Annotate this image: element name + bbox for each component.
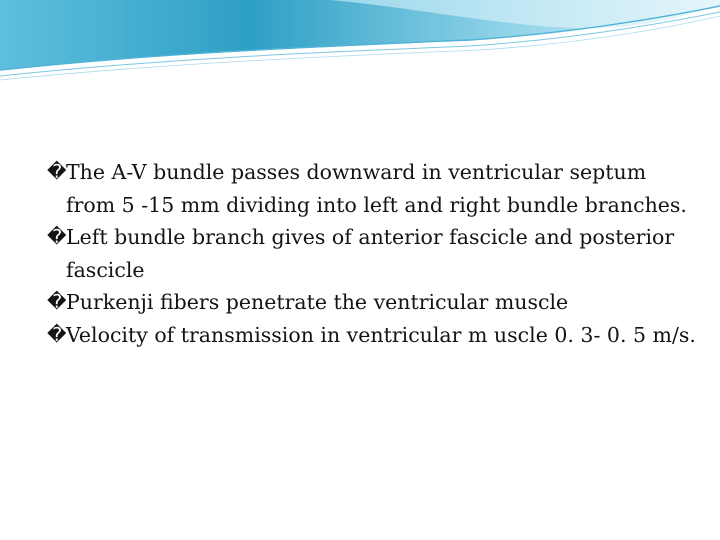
bullet-icon: � — [47, 226, 67, 248]
bullet-icon: � — [47, 291, 67, 313]
bullet-text: Left bundle branch gives of anterior fascicle and posterior fascicle — [66, 225, 675, 282]
slide-body — [47, 156, 697, 351]
bullet-icon: � — [47, 161, 67, 183]
bullet-icon: � — [47, 323, 67, 346]
bullet-item — [47, 156, 697, 221]
bullet-item — [47, 221, 697, 286]
bullet-item — [47, 319, 697, 352]
bullet-text: The A-V bundle passes downward in ventricular septum from 5 -15 mm dividing into left and right bundle branches. — [66, 160, 687, 217]
bullet-text: Velocity of transmission in ventricular m uscle 0. 3- 0. 5 m/s. — [66, 322, 696, 347]
bullet-item — [47, 286, 697, 319]
header-wave-decoration — [0, 0, 720, 95]
bullet-text: Purkenji fibers penetrate the ventricular muscle — [66, 290, 569, 314]
